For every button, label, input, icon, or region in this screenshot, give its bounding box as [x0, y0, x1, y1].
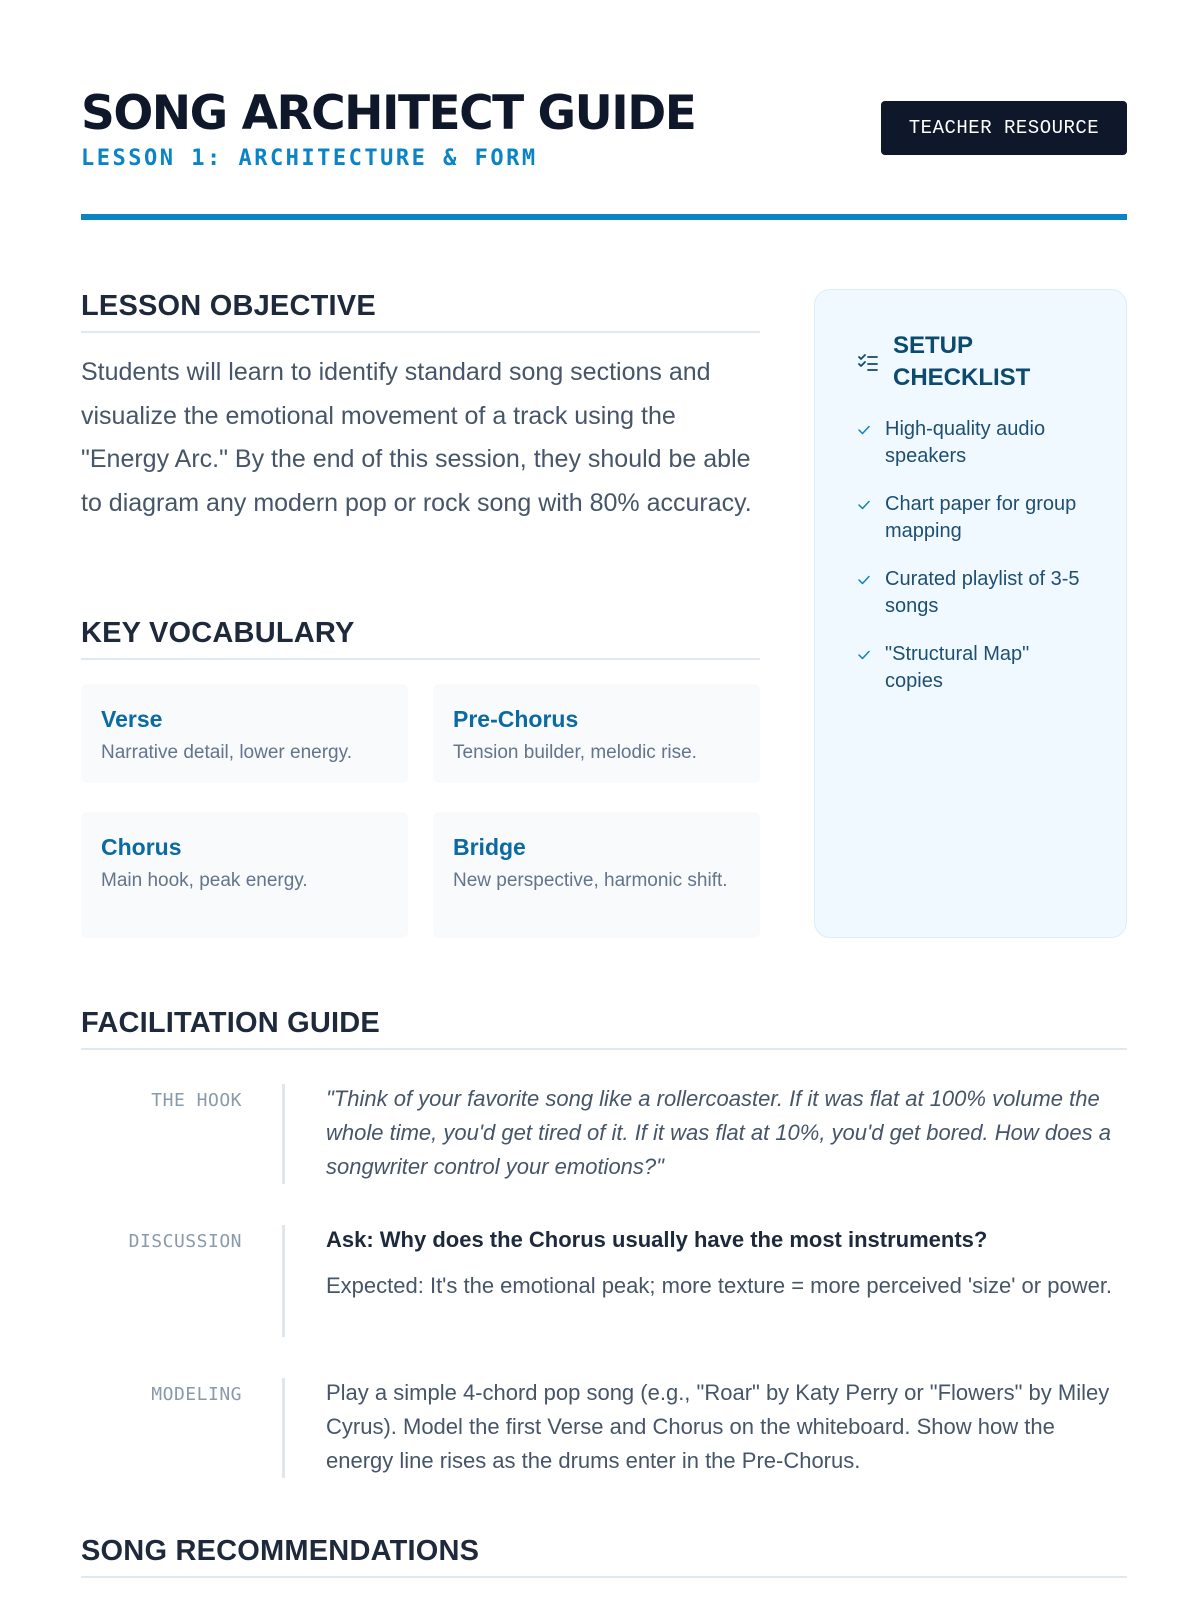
- checklist-item-label: "Structural Map" copies: [885, 643, 1030, 692]
- checklist-item: [857, 566, 1092, 620]
- facilitation-heading: FACILITATION GUIDE: [81, 1007, 1127, 1050]
- recommendations-heading: SONG RECOMMENDATIONS: [81, 1535, 1127, 1578]
- checklist-icon: [857, 352, 879, 374]
- facilitation-step-hook: [81, 1084, 1127, 1184]
- key-vocabulary-section: [81, 617, 760, 891]
- step-divider: [282, 1378, 285, 1478]
- step-label: DISCUSSION: [128, 1231, 242, 1252]
- teacher-resource-badge: TEACHER RESOURCE: [881, 101, 1127, 155]
- checklist-item-label: Chart paper for group mapping: [885, 493, 1077, 542]
- discussion-content: [326, 1223, 1126, 1303]
- check-icon: [857, 573, 871, 587]
- song-recommendations-section: [81, 1535, 1127, 1578]
- hook-text: "Think of your favorite song like a rollercoaster. If it was flat at 100% volume the whole time, you'd get tired of it. If it was flat at 10%, you'd get bored. How does a songwriter control your emotions?": [326, 1086, 1111, 1179]
- step-label: MODELING: [151, 1384, 242, 1405]
- page-header: [81, 80, 1127, 222]
- checklist-item: [857, 416, 1092, 470]
- discussion-expected: Expected: It's the emotional peak; more texture = more perceived 'size' or power.: [326, 1273, 1113, 1298]
- step-label: THE HOOK: [151, 1090, 242, 1111]
- lesson-subtitle: LESSON 1: ARCHITECTURE & FORM: [81, 146, 538, 171]
- lesson-objective-section: [81, 290, 760, 525]
- vocab-definition: New perspective, harmonic shift.: [453, 870, 728, 891]
- vocab-term: Chorus: [101, 834, 182, 860]
- vocab-card-bridge: [433, 812, 760, 938]
- checklist-items: [857, 416, 1092, 695]
- vocab-definition: Main hook, peak energy.: [101, 870, 308, 891]
- checklist-header: [857, 330, 1092, 394]
- objective-heading: LESSON OBJECTIVE: [81, 290, 760, 333]
- vocab-term: Bridge: [453, 834, 526, 860]
- vocab-card-pre-chorus: [433, 684, 760, 783]
- page-title: SONG ARCHITECT GUIDE: [81, 86, 696, 141]
- check-icon: [857, 498, 871, 512]
- vocab-card-chorus: [81, 812, 408, 938]
- objective-text: Students will learn to identify standard song sections and visualize the emotional movement of a track using the "Energy Arc." By the end of this session, they should be able to diagram any modern pop or rock song with 80% accuracy.: [81, 358, 752, 517]
- checklist-item-label: High-quality audio speakers: [885, 418, 1046, 467]
- step-divider: [282, 1084, 285, 1184]
- vocab-term: Verse: [101, 706, 163, 732]
- facilitation-step-discussion: [81, 1225, 1127, 1337]
- setup-checklist-panel: [814, 289, 1127, 938]
- step-divider: [282, 1225, 285, 1337]
- vocab-definition: Narrative detail, lower energy.: [101, 742, 352, 763]
- modeling-text: Play a simple 4-chord pop song (e.g., "Roar" by Katy Perry or "Flowers" by Miley Cyrus). Model the first Verse and Chorus on the whiteboard. Show how the energy line rises as the drums enter in the Pre-Chorus.: [326, 1380, 1110, 1473]
- facilitation-step-modeling: [81, 1378, 1127, 1478]
- check-icon: [857, 648, 871, 662]
- checklist-item-label: Curated playlist of 3-5 songs: [885, 568, 1080, 617]
- checklist-title: SETUP CHECKLIST: [893, 332, 1031, 391]
- checklist-item: [857, 491, 1092, 545]
- vocabulary-heading: KEY VOCABULARY: [81, 617, 760, 660]
- vocab-definition: Tension builder, melodic rise.: [453, 742, 697, 763]
- facilitation-guide-section: [81, 1007, 1127, 1473]
- vocab-term: Pre-Chorus: [453, 706, 579, 732]
- vocab-card-verse: [81, 684, 408, 783]
- header-divider: [81, 214, 1127, 220]
- discussion-question: Ask: Why does the Chorus usually have the most instruments?: [326, 1227, 988, 1252]
- check-icon: [857, 423, 871, 437]
- checklist-item: [857, 641, 1092, 695]
